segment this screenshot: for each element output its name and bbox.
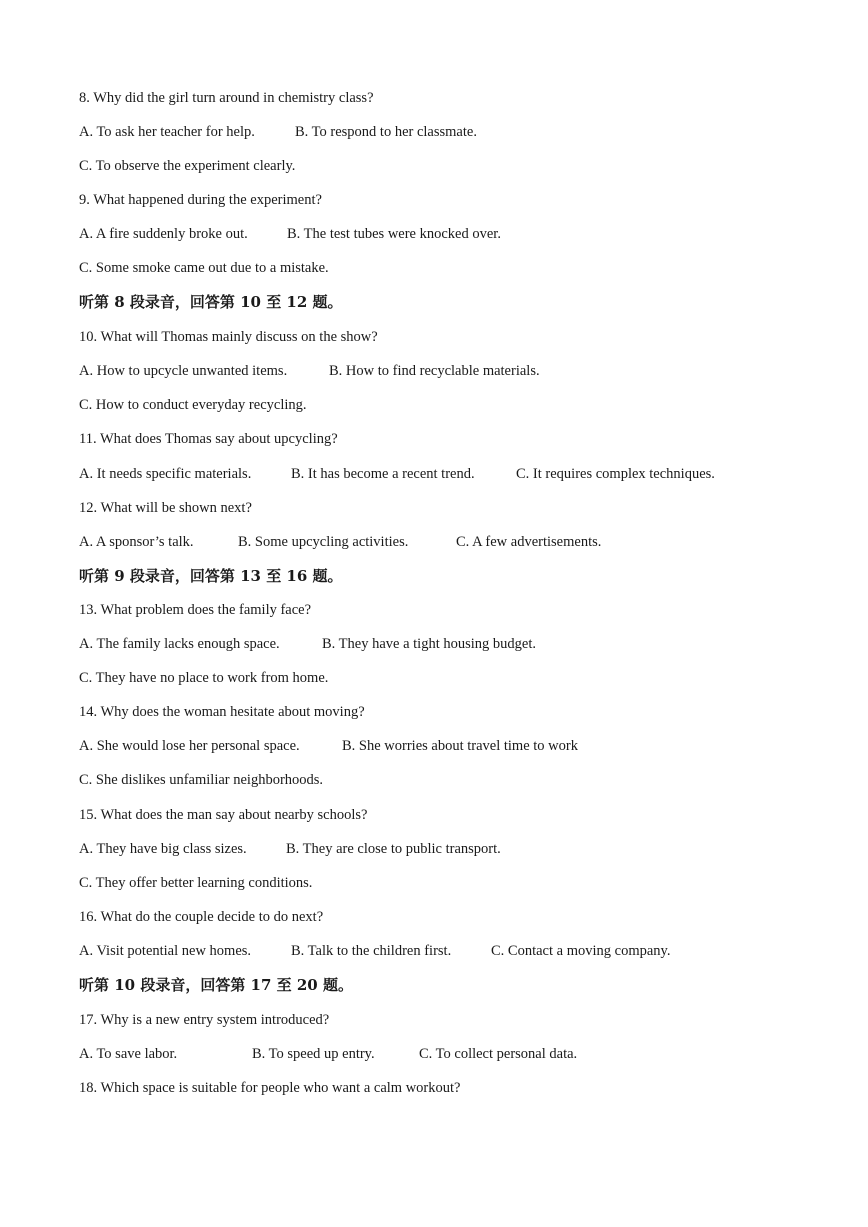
option-c: C. A few advertisements. xyxy=(456,534,602,550)
option-c: C. It requires complex techniques. xyxy=(516,466,715,482)
option-b: B. Talk to the children first. xyxy=(291,943,452,959)
question-11: 11. What does Thomas say about upcycling? xyxy=(79,431,338,447)
question-14: 14. Why does the woman hesitate about moving? xyxy=(79,704,365,720)
question-10: 10. What will Thomas mainly discuss on the show? xyxy=(79,329,378,345)
option-a: A. She would lose her personal space. xyxy=(79,738,300,754)
option-a: A. They have big class sizes. xyxy=(79,841,247,857)
option-a: A. How to upcycle unwanted items. xyxy=(79,363,288,379)
option-a: A. To ask her teacher for help. xyxy=(79,124,255,140)
option-a: A. To save labor. xyxy=(79,1046,178,1062)
question-8: 8. Why did the girl turn around in chemistry class? xyxy=(79,90,374,106)
question-18: 18. Which space is suitable for people who want a calm workout? xyxy=(79,1080,461,1096)
option-a: A. A fire suddenly broke out. xyxy=(79,226,248,242)
section-heading-9: 听第 9 段录音，回答第 13 至 16 题。 xyxy=(79,567,343,585)
question-12: 12. What will be shown next? xyxy=(79,500,252,516)
option-b: B. How to find recyclable materials. xyxy=(329,363,540,379)
option-b: B. It has become a recent trend. xyxy=(291,466,475,482)
option-b: B. To speed up entry. xyxy=(252,1046,375,1062)
option-b: B. The test tubes were knocked over. xyxy=(287,226,501,242)
option-a: A. The family lacks enough space. xyxy=(79,636,280,652)
section-heading-10: 听第 10 段录音，回答第 17 至 20 题。 xyxy=(79,976,353,994)
section-heading-8: 听第 8 段录音，回答第 10 至 12 题。 xyxy=(79,293,343,311)
option-a: A. A sponsor’s talk. xyxy=(79,534,194,550)
option-c: C. Some smoke came out due to a mistake. xyxy=(79,260,329,276)
option-b: B. Some upcycling activities. xyxy=(238,534,409,550)
option-c: C. Contact a moving company. xyxy=(491,943,671,959)
question-15: 15. What does the man say about nearby schools? xyxy=(79,807,368,823)
option-b: B. They have a tight housing budget. xyxy=(322,636,536,652)
option-c: C. How to conduct everyday recycling. xyxy=(79,397,307,413)
option-a: A. Visit potential new homes. xyxy=(79,943,252,959)
option-b: B. They are close to public transport. xyxy=(286,841,501,857)
option-c: C. They offer better learning conditions. xyxy=(79,875,313,891)
question-16: 16. What do the couple decide to do next? xyxy=(79,909,324,925)
option-c: C. To observe the experiment clearly. xyxy=(79,158,296,174)
question-17: 17. Why is a new entry system introduced? xyxy=(79,1012,330,1028)
option-a: A. It needs specific materials. xyxy=(79,466,252,482)
option-b: B. She worries about travel time to work xyxy=(342,738,578,754)
question-13: 13. What problem does the family face? xyxy=(79,602,312,618)
option-c: C. She dislikes unfamiliar neighborhoods. xyxy=(79,772,324,788)
option-b: B. To respond to her classmate. xyxy=(295,124,477,140)
option-c: C. They have no place to work from home. xyxy=(79,670,329,686)
option-c: C. To collect personal data. xyxy=(419,1046,578,1062)
question-9: 9. What happened during the experiment? xyxy=(79,192,322,208)
